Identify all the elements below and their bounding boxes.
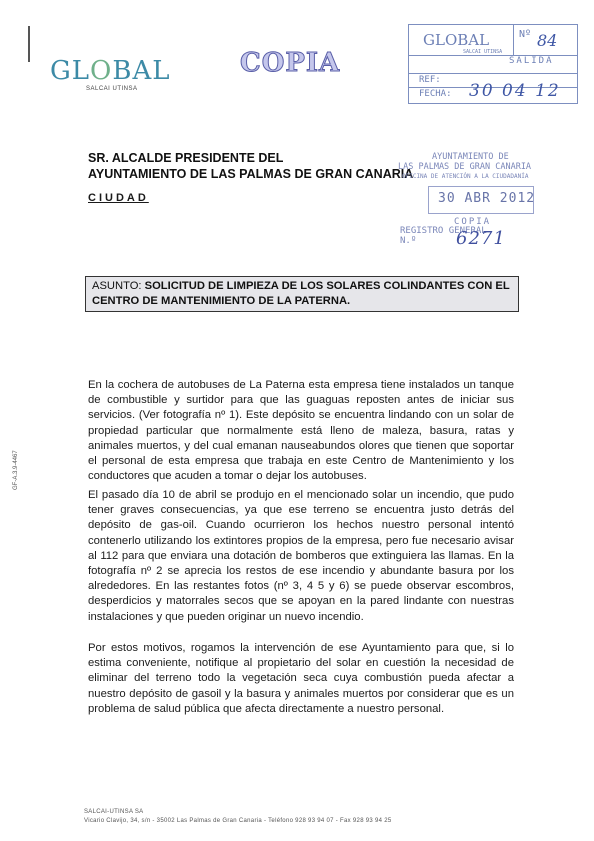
addressee-city: CIUDAD — [88, 192, 149, 204]
outgoing-stamp-salida: SALIDA — [509, 56, 554, 66]
outgoing-stamp-ref-label: REF: — [419, 75, 441, 85]
registry-stamp-line-1: AYUNTAMIENTO DE — [432, 152, 509, 162]
subject-label: ASUNTO: — [92, 280, 142, 292]
outgoing-stamp-divider — [513, 25, 514, 55]
registry-stamp-registro: REGISTRO GENERAL — [400, 226, 487, 236]
footer-address: Vicario Clavijo, 34, s/n - 35002 Las Palmas de Gran Canaria - Teléfono 928 93 94 07 - Fax 928 93 94 25 — [84, 818, 392, 824]
registry-stamp — [398, 150, 574, 250]
side-code-wrapper — [13, 450, 53, 496]
subject-text: SOLICITUD DE LIMPIEZA DE LOS SOLARES COLINDANTES CON EL CENTRO DE MANTENIMIENTO DE LA PATERNA. — [92, 280, 510, 307]
registry-stamp-line-3: OFICINA DE ATENCIÓN A LA CIUDADANÍA — [402, 173, 529, 180]
margin-mark — [28, 26, 30, 62]
outgoing-stamp-fecha-label: FECHA: — [419, 89, 452, 99]
copia-stamp: COPIA — [240, 48, 341, 78]
company-logo — [50, 56, 171, 86]
registry-stamp-number: 6271 — [456, 228, 506, 249]
addressee-line-2: AYUNTAMIENTO DE LAS PALMAS DE GRAN CANARIA — [88, 167, 414, 181]
outgoing-stamp-rule — [409, 73, 577, 74]
registry-stamp-copia: COPIA — [454, 217, 492, 227]
outgoing-stamp-date: 30 04 12 — [469, 81, 561, 101]
addressee-line-1: SR. ALCALDE PRESIDENTE DEL — [88, 151, 284, 165]
outgoing-stamp-sub: SALCAI UTINSA — [463, 49, 503, 55]
body-paragraph-2: El pasado día 10 de abril se produjo en el mencionado solar un incendio, que pudo tener graves consecuencias, ya que ese terreno se encuentra justo detrás del depósito de gas-oil. Cuando ocurrieron los hechos nuestro personal intentó contenerlo utilizando los extintores propios de la empresa, pero fue necesario avisar al 112 para que enviara una dotación de bomberos que extinguiera las llamas. En la fotografía nº 2 se aprecia los restos de ese incendio y abundante basura por los alrededores. En las restantes fotos (nº 3, 4 5 y 6) se puede observar escombros, desperdicios y matorrales secos que se apoyan en la pared lindante con nuestras instalaciones y que pueden originar un nuevo incendio. — [88, 489, 514, 623]
logo-subtitle: SALCAI UTINSA — [86, 86, 138, 92]
footer-company: SALCAI-UTINSA SA — [84, 809, 144, 815]
side-code: GF-A.3.9-4467 — [13, 450, 19, 490]
outgoing-stamp — [408, 24, 578, 104]
addressee — [88, 150, 413, 182]
registry-stamp-date: 30 ABR 2012 — [438, 191, 536, 206]
outgoing-stamp-logo: GLOBAL — [423, 31, 490, 49]
logo-text: GL — [50, 56, 91, 86]
registry-stamp-number-label: N.º — [400, 236, 417, 246]
body-paragraph-1: En la cochera de autobuses de La Paterna esta empresa tiene instalados un tanque de combustible y surtidor para que las guaguas reposten antes de iniciar sus servicios. (Ver fotografía nº 1). Este depósito se encuentra lindando con un solar de propiedad particular que normalmente está lleno de maleza, basura, ratas y animales muertos, y del cual emanan nauseabundos olores que tienen que soportar el personal de esta empresa que trabaja en este Centro de Mantenimiento y los conductores que acuden a tomar o dejar los autobuses. — [88, 379, 514, 483]
outgoing-stamp-number-label: Nº — [519, 29, 532, 40]
logo-o: O — [90, 56, 113, 86]
subject-box — [85, 276, 519, 312]
outgoing-stamp-number: 84 — [537, 31, 558, 50]
body-paragraph-3: Por estos motivos, rogamos la intervención de ese Ayuntamiento para que, si lo estima conveniente, notifique al propietario del solar en cuestión la necesidad de eliminar del terreno todo la vegetación seca cuya combustión pueda afectar a nuestro depósito de gasoil y la basura y animales muertos por considerar que es un problema de salud pública que afecta directamente a nuestro personal. — [88, 642, 514, 715]
registry-stamp-line-2: LAS PALMAS DE GRAN CANARIA — [398, 162, 532, 172]
logo-text-rest: BAL — [112, 56, 171, 86]
